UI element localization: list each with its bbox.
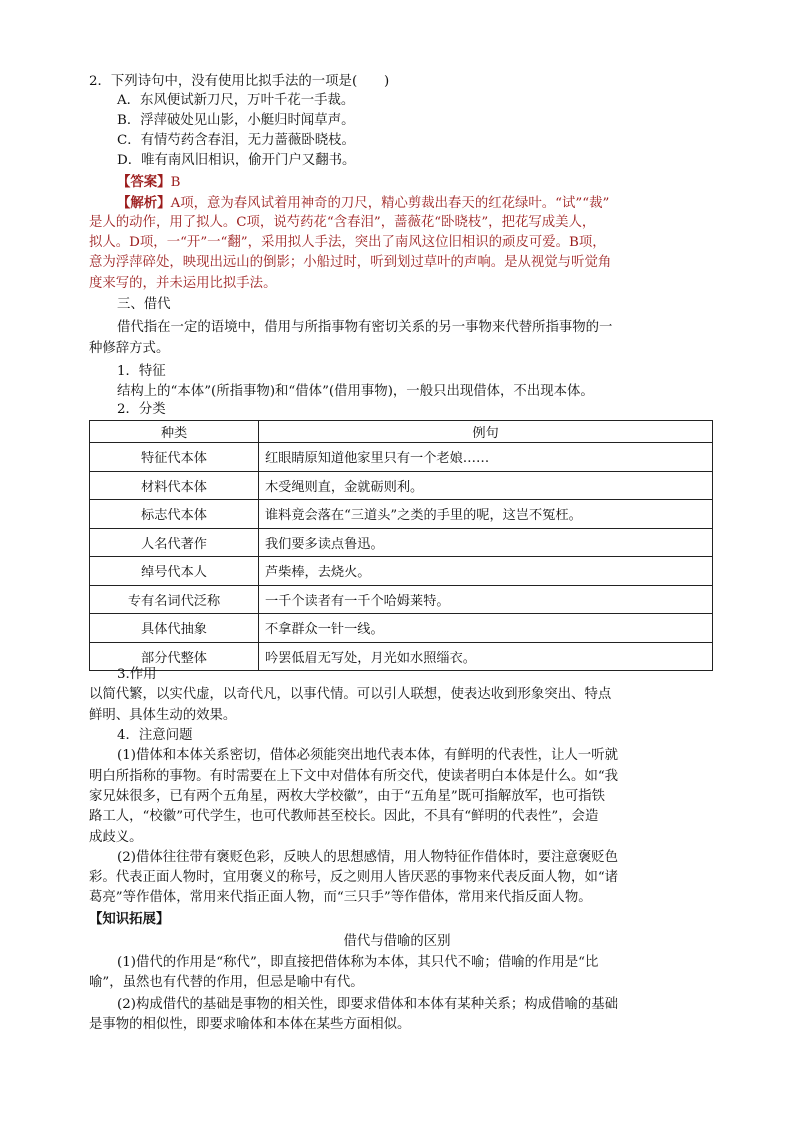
- row-category: 特征代本体: [90, 443, 259, 472]
- answer-value: B: [170, 175, 181, 190]
- note1-line-5: 成歧义。: [89, 830, 143, 845]
- analysis-line-5: 度来写的，并未运用比拟手法。: [89, 276, 277, 291]
- row-example: 吟罢低眉无写处，月光如水照缁衣。: [259, 642, 713, 671]
- analysis-line-2: 是人的动作，用了拟人。C项，说芍药花“含春泪”，蔷薇花“卧晓枝”，把花写成美人，: [89, 215, 596, 230]
- table-row: [90, 471, 713, 500]
- section-heading: 三、借代: [117, 297, 171, 312]
- analysis-tag: 【解析】: [117, 195, 171, 211]
- answer-line: [117, 172, 180, 193]
- option-d: D．唯有南风旧相识，偷开门户又翻书。: [117, 153, 356, 168]
- notes-heading: 4．注意问题: [117, 728, 193, 743]
- table-row: [90, 585, 713, 614]
- table-row: [90, 528, 713, 557]
- row-category: 具体代抽象: [90, 614, 259, 643]
- row-category: 材料代本体: [90, 471, 259, 500]
- extension-p2-line-1: (2)构成借代的基础是事物的相关性，即要求借体和本体有某种关系；构成借喻的基础: [117, 997, 619, 1012]
- question-stem: 2．下列诗句中，没有使用比拟手法的一项是( ): [89, 74, 390, 89]
- row-category: 绰号代本人: [90, 557, 259, 586]
- row-example: 一千个读者有一千个哈姆莱特。: [259, 585, 713, 614]
- option-c: C．有情芍药含春泪，无力蔷薇卧晓枝。: [117, 133, 355, 148]
- row-example: 芦柴棒，去烧火。: [259, 557, 713, 586]
- row-example: 谁料竟会落在“三道头”之类的手里的呢，这岂不冤枉。: [259, 500, 713, 529]
- header-example: 例句: [259, 421, 713, 443]
- answer-tag: 【答案】: [117, 174, 171, 190]
- extension-p1-line-1: (1)借代的作用是“称代”，即直接把借体称为本体，其只代不喻；借喻的作用是“比: [117, 955, 599, 970]
- row-category: 部分代整体: [90, 642, 259, 671]
- extension-p1-line-2: 喻”，虽然也有代替的作用，但忌是喻中有代。: [89, 975, 364, 990]
- analysis-line-3: 拟人。D项，一“开”一“翻”，采用拟人手法，突出了南风这位旧相识的顽皮可爱。B项，: [89, 235, 606, 250]
- extension-tag: 【知识拓展】: [89, 911, 170, 927]
- effect-heading: 3.作用: [117, 667, 157, 682]
- table-row: [90, 500, 713, 529]
- effect-line-2: 鲜明、具体生动的效果。: [89, 708, 237, 723]
- note1-line-3: 家兄妹很多，已有两个五角星，两枚大学校徽”，由于“五角星”既可指解放军，也可指铁: [89, 789, 605, 804]
- extension-title: 借代与借喻的区别: [343, 934, 451, 949]
- definition-line-2: 种修辞方式。: [89, 341, 170, 356]
- row-category: 人名代著作: [90, 528, 259, 557]
- note2-line-2: 彩。代表正面人物时，宜用褒义的称号，反之则用人皆厌恶的事物来代表反面人物，如“诸: [89, 870, 619, 885]
- header-category: 种类: [90, 421, 259, 443]
- row-category: 专有名词代泛称: [90, 585, 259, 614]
- table-row: [90, 443, 713, 472]
- definition-line-1: 借代指在一定的语境中，借用与所指事物有密切关系的另一事物来代替所指事物的一: [117, 320, 613, 335]
- feature-text: 结构上的“本体”(所指事物)和“借体”(借用事物)，一般只出现借体，不出现本体。: [117, 384, 594, 399]
- row-category: 标志代本体: [90, 500, 259, 529]
- row-example: 我们要多读点鲁迅。: [259, 528, 713, 557]
- note2-line-3: 葛亮”等作借体，常用来代指正面人物，而“三只手”等作借体，常用来代指反面人物。: [89, 890, 592, 905]
- note1-line-4: 路工人，“校徽”可代学生，也可代教师甚至校长。因此，不具有“鲜明的代表性”，会造: [89, 809, 599, 824]
- note1-line-1: (1)借体和本体关系密切，借体必须能突出地代表本体，有鲜明的代表性，让人一听就: [117, 748, 619, 763]
- option-a: A．东风便试新刀尺，万叶千花一手裁。: [117, 93, 355, 108]
- analysis-line-4: 意为浮萍碎处，映现出远山的倒影；小船过时，听到划过草叶的声响。是从视觉与听觉角: [89, 255, 612, 270]
- table-row: [90, 557, 713, 586]
- feature-heading: 1．特征: [117, 364, 166, 379]
- row-example: 不拿群众一针一线。: [259, 614, 713, 643]
- analysis-line-1: 【解析】A项，意为春风试着用神奇的刀尺，精心剪裁出春天的红花绿叶。“试”“裁”: [117, 195, 610, 211]
- classification-table: [89, 420, 713, 671]
- option-b: B．浮萍破处见山影，小艇归时闻草声。: [117, 113, 355, 128]
- row-example: 木受绳则直，金就砺则利。: [259, 471, 713, 500]
- row-example: 红眼睛原知道他家里只有一个老娘……: [259, 443, 713, 472]
- note1-line-2: 明白所指称的事物。有时需要在上下文中对借体有所交代，使读者明白本体是什么。如“我: [89, 769, 619, 784]
- class-heading: 2．分类: [117, 402, 166, 417]
- table-header-row: [90, 421, 713, 443]
- effect-line-1: 以简代繁，以实代虚，以奇代凡，以事代情。可以引人联想，使表达收到形象突出、特点: [89, 687, 612, 702]
- note2-line-1: (2)借体往往带有褒贬色彩，反映人的思想感情，用人物特征作借体时，要注意褒贬色: [117, 850, 619, 865]
- extension-p2-line-2: 是事物的相似性，即要求喻体和本体在某些方面相似。: [89, 1017, 411, 1032]
- table-row: [90, 642, 713, 671]
- table-row: [90, 614, 713, 643]
